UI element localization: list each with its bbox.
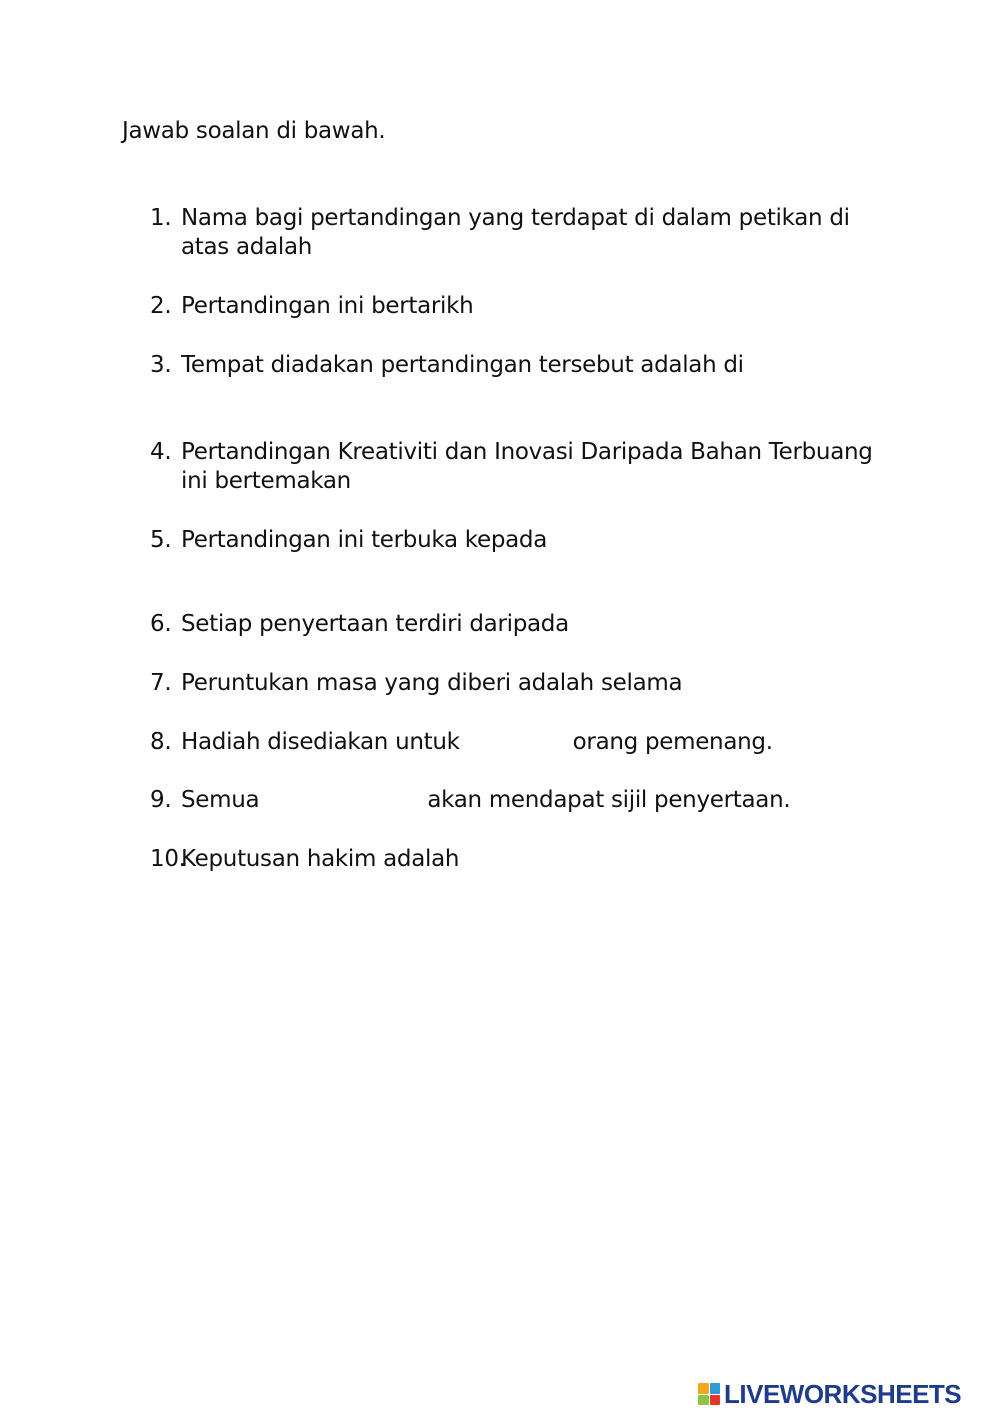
question-1 (150, 204, 880, 262)
question-text: Nama bagi pertandingan yang terdapat di dalam petikan di atas adalah (181, 205, 850, 260)
question-number: 3. (150, 352, 172, 378)
question-number: 4. (150, 439, 172, 465)
question-text (181, 728, 880, 757)
question-text: Keputusan hakim adalah (181, 846, 460, 872)
question-text: Tempat diadakan pertandingan tersebut adalah di (181, 352, 744, 378)
liveworksheets-logo-icon (698, 1383, 720, 1405)
liveworksheets-logo (698, 1381, 961, 1407)
question-text-before: Hadiah disediakan untuk (181, 729, 460, 755)
question-text: Pertandingan ini bertarikh (181, 293, 474, 319)
question-number: 2. (150, 293, 172, 319)
question-number: 8. (150, 729, 172, 755)
question-9 (150, 786, 880, 815)
question-number: 10. (150, 846, 186, 872)
instruction-text: Jawab soalan di bawah. (122, 118, 386, 144)
question-text: Pertandingan ini terbuka kepada (181, 527, 548, 553)
question-number: 9. (150, 787, 172, 813)
question-number: 6. (150, 611, 172, 637)
question-4 (150, 438, 880, 496)
question-text-after: akan mendapat sijil penyertaan. (427, 787, 791, 813)
question-text: Peruntukan masa yang diberi adalah selama (181, 670, 683, 696)
question-7 (150, 669, 880, 698)
question-2 (150, 292, 880, 321)
question-text-before: Semua (181, 787, 260, 813)
brand-name: LIVEWORKSHEETS (724, 1379, 962, 1409)
question-number: 1. (150, 205, 172, 231)
question-text (181, 786, 880, 815)
question-number: 7. (150, 670, 172, 696)
question-text: Pertandingan Kreativiti dan Inovasi Daripada Bahan Terbuang ini bertemakan (181, 439, 873, 494)
question-text-after: orang pemenang. (572, 729, 773, 755)
question-number: 5. (150, 527, 172, 553)
question-10 (150, 845, 880, 874)
question-8 (150, 728, 880, 757)
question-text: Setiap penyertaan terdiri daripada (181, 611, 569, 637)
question-5 (150, 526, 880, 555)
question-6 (150, 610, 880, 639)
question-3 (150, 351, 880, 380)
